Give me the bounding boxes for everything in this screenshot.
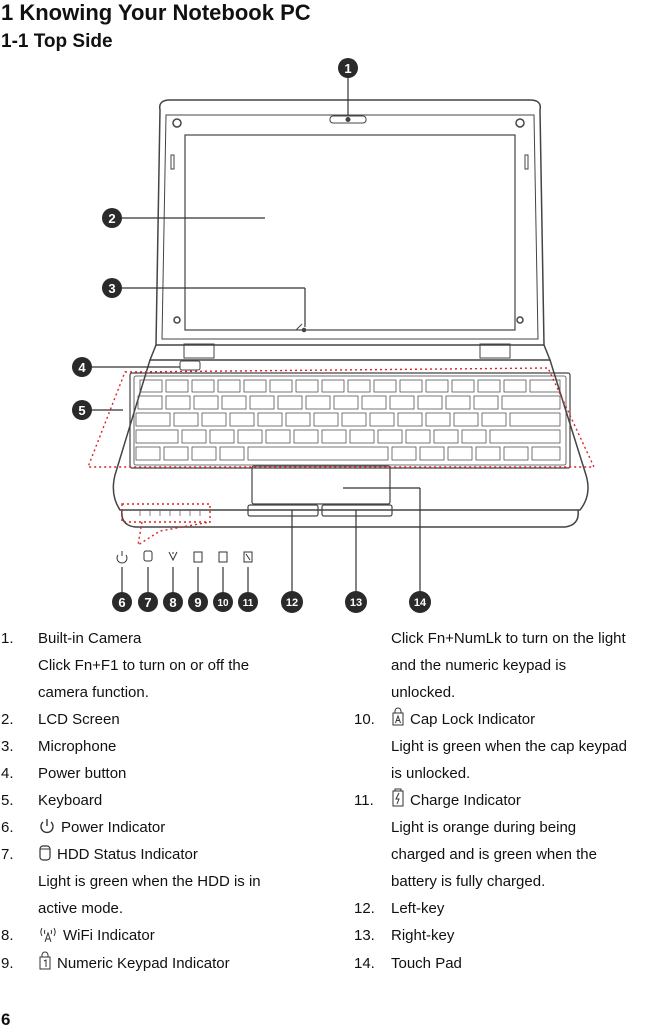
- item-description: Click Fn+NumLk to turn on the light: [391, 630, 626, 647]
- power-icon: [38, 817, 56, 835]
- callout-3: 3: [108, 281, 116, 296]
- numlock-icon: [38, 951, 52, 971]
- callout-6: 6: [118, 595, 126, 610]
- charge-icon: [391, 788, 405, 808]
- item-description: Click Fn+F1 to turn on or off the: [38, 657, 250, 674]
- callout-12: 12: [285, 597, 299, 609]
- callout-9: 9: [194, 595, 202, 610]
- callout-10: 10: [217, 598, 229, 609]
- item-description: camera function.: [38, 684, 149, 701]
- item-description: Light is green when the cap keypad: [391, 738, 627, 755]
- callout-4: 4: [78, 360, 86, 375]
- item-description: battery is fully charged.: [391, 873, 546, 890]
- section-title: 1-1 Top Side: [1, 31, 113, 52]
- callout-8: 8: [169, 595, 177, 610]
- callout-14: 14: [413, 597, 427, 609]
- notebook-top-diagram: [60, 55, 600, 615]
- chapter-title: 1 Knowing Your Notebook PC: [1, 0, 311, 25]
- callout-5: 5: [78, 403, 86, 418]
- item-description: Light is green when the HDD is in: [38, 873, 261, 890]
- callout-13: 13: [349, 597, 363, 609]
- callout-1: 1: [344, 61, 352, 76]
- callout-2: 2: [108, 211, 116, 226]
- capslock-icon: [391, 707, 405, 727]
- item-description: charged and is green when the: [391, 846, 597, 863]
- hdd-icon: [38, 844, 52, 862]
- item-description: Light is orange during being: [391, 819, 577, 836]
- callout-7: 7: [144, 595, 152, 610]
- callout-11: 11: [242, 598, 254, 609]
- item-description: and the numeric keypad is: [391, 657, 567, 674]
- item-description: is unlocked.: [391, 765, 471, 782]
- wifi-icon: [38, 925, 58, 943]
- item-description: active mode.: [38, 900, 124, 917]
- page-number: 6: [1, 1010, 11, 1029]
- item-description: unlocked.: [391, 684, 456, 701]
